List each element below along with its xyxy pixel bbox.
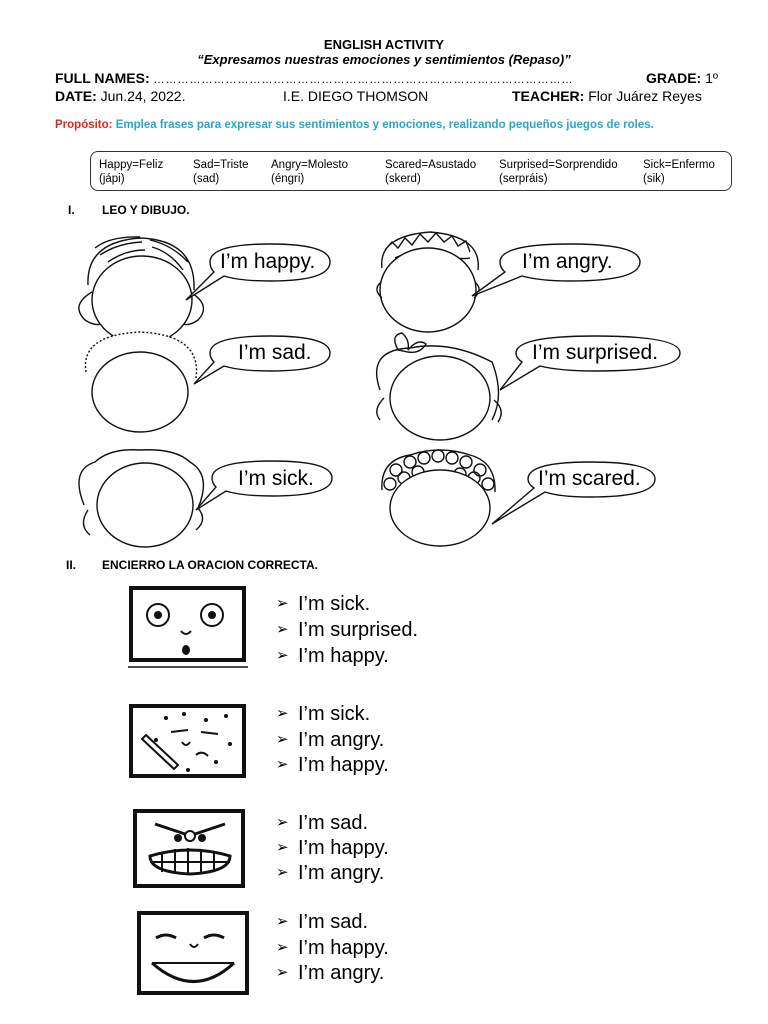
- full-names-blank[interactable]: ……………………………………………………………………………………………: [153, 74, 574, 86]
- section-2-number: II.: [66, 558, 77, 572]
- sick-face-picture: [126, 700, 251, 780]
- vocab-pron: (sad): [193, 173, 220, 185]
- date-label: DATE:: [55, 88, 97, 104]
- bubble-sick-text: I’m sick.: [238, 467, 314, 490]
- vocab-term: Scared=Asustado: [385, 159, 477, 171]
- surprised-face-picture: [126, 585, 251, 670]
- full-names-label: FULL NAMES:: [55, 70, 150, 86]
- girl-pigtails-face-drawing[interactable]: [79, 237, 204, 344]
- happy-face-picture: [134, 908, 254, 998]
- arrowhead-bullet-icon: ➢: [276, 913, 289, 930]
- option-sad[interactable]: ➢ I’m sad.: [276, 911, 369, 933]
- option-sick[interactable]: ➢ I’m sick.: [276, 703, 371, 725]
- option-surprised[interactable]: ➢ I’m surprised.: [276, 619, 419, 641]
- wavy-hair-face-drawing[interactable]: [79, 450, 203, 547]
- curly-top-face-drawing[interactable]: [382, 450, 495, 546]
- section-2-title: ENCIERRO LA ORACION CORRECTA.: [102, 558, 318, 572]
- arrowhead-bullet-icon: ➢: [276, 839, 289, 856]
- worksheet-title: ENGLISH ACTIVITY: [323, 37, 445, 52]
- grade-label: GRADE:: [646, 70, 702, 86]
- vocab-term: Sad=Triste: [193, 159, 249, 171]
- arrowhead-bullet-icon: ➢: [276, 705, 289, 722]
- option-happy[interactable]: ➢ I’m happy.: [276, 645, 389, 667]
- bubble-surprised-text: I’m surprised.: [532, 341, 659, 364]
- purpose-label: Propósito:: [55, 119, 113, 131]
- bubble-happy-text: I’m happy.: [220, 250, 316, 273]
- school-name: I.E. DIEGO THOMSON: [283, 88, 429, 104]
- bubble-angry-text: I’m angry.: [522, 250, 613, 273]
- arrowhead-bullet-icon: ➢: [276, 621, 289, 638]
- option-sick[interactable]: ➢ I’m sick.: [276, 593, 371, 615]
- date-value: Jun.24, 2022.: [100, 88, 186, 104]
- option-angry[interactable]: ➢ I’m angry.: [276, 962, 385, 984]
- arrowhead-bullet-icon: ➢: [276, 939, 289, 956]
- vocab-term: Happy=Feliz: [99, 159, 164, 171]
- curly-boy-face-drawing[interactable]: [85, 332, 196, 432]
- teacher-value: Flor Juárez Reyes: [588, 88, 702, 104]
- teacher-label: TEACHER:: [512, 88, 585, 104]
- vocab-term: Angry=Molesto: [271, 159, 349, 171]
- arrowhead-bullet-icon: ➢: [276, 756, 289, 773]
- bubble-scared-text: I’m scared.: [538, 467, 641, 490]
- arrowhead-bullet-icon: ➢: [276, 647, 289, 664]
- vocab-term: Surprised=Sorprendido: [499, 159, 618, 171]
- vocab-pron: (éngri): [271, 173, 305, 185]
- option-sad[interactable]: ➢ I’m sad.: [276, 812, 369, 834]
- option-happy[interactable]: ➢ I’m happy.: [276, 754, 389, 776]
- option-happy[interactable]: ➢ I’m happy.: [276, 937, 389, 959]
- vocab-pron: (serpráis): [499, 173, 548, 185]
- vocab-pron: (sik): [643, 173, 665, 185]
- option-angry[interactable]: ➢ I’m angry.: [276, 729, 385, 751]
- option-angry[interactable]: ➢ I’m angry.: [276, 862, 385, 884]
- section-1-title: LEO Y DIBUJO.: [102, 203, 190, 217]
- vocab-pron: (jápi): [99, 173, 125, 185]
- grade-value: 1º: [705, 70, 719, 86]
- arrowhead-bullet-icon: ➢: [276, 595, 289, 612]
- option-happy[interactable]: ➢ I’m happy.: [276, 837, 389, 859]
- angry-face-picture: [130, 806, 250, 891]
- boy-spiky-face-drawing[interactable]: [377, 232, 479, 332]
- bubble-sad-text: I’m sad.: [238, 341, 312, 364]
- girl-bow-face-drawing[interactable]: [377, 333, 502, 440]
- section-1-number: I.: [68, 203, 75, 217]
- arrowhead-bullet-icon: ➢: [276, 814, 289, 831]
- vocab-term: Sick=Enfermo: [643, 159, 715, 171]
- purpose-text: Emplea frases para expresar sus sentimientos y emociones, realizando pequeños juegos de roles.: [115, 119, 654, 131]
- arrowhead-bullet-icon: ➢: [276, 731, 289, 748]
- arrowhead-bullet-icon: ➢: [276, 864, 289, 881]
- vocab-pron: (skerd): [385, 173, 421, 185]
- arrowhead-bullet-icon: ➢: [276, 964, 289, 981]
- worksheet-subtitle: “Expresamos nuestras emociones y sentimientos (Repaso)”: [197, 52, 571, 67]
